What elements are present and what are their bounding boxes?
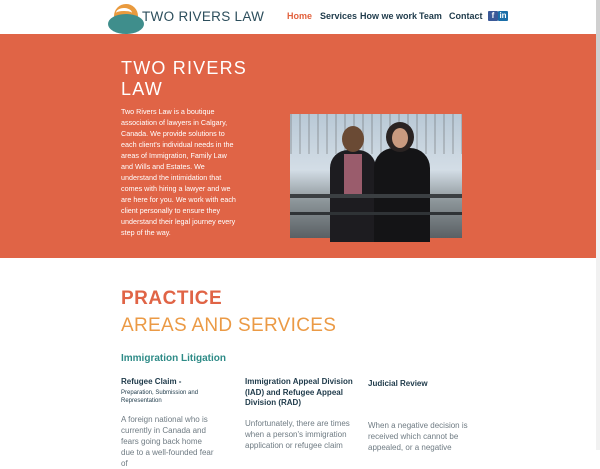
- hero-title-line-2: LAW: [121, 79, 163, 99]
- judicial-review-heading: Judicial Review: [368, 379, 428, 388]
- refugee-claim-text: A foreign national who is currently in Canada and fears going back home due to a well-founded fear of: [121, 415, 214, 468]
- nav-contact[interactable]: Contact: [449, 11, 483, 21]
- appeal-division-heading: Immigration Appeal Division (IAD) and Refugee Appeal Division (RAD): [245, 377, 353, 407]
- two-rivers-logo-icon[interactable]: [114, 4, 138, 28]
- judicial-review-text: When a negative decision is received which cannot be appealed, or a negative: [368, 421, 468, 452]
- photo-person-left-head: [342, 126, 364, 152]
- immigration-litigation-heading: Immigration Litigation: [121, 353, 226, 364]
- photo-person-left-shirt: [344, 154, 362, 194]
- practice-title: PRACTICE: [121, 288, 223, 309]
- hero-description: Two Rivers Law is a boutique association of lawyers in Calgary, Canada. We provide solutions to each client's individual needs in the areas of Immigration, Family Law and Wills and Estates. We understand the intimidation that comes with hiring a lawyer and we are here for you. We work with each client personally to ensure they understand their legal journey every step of the way.: [121, 107, 236, 237]
- nav-home[interactable]: Home: [287, 11, 313, 21]
- team-photo: [290, 114, 462, 238]
- refugee-claim-subheading: Preparation, Submission and Representation: [121, 390, 199, 404]
- nav-team[interactable]: Team: [419, 11, 442, 21]
- photo-railing-lower: [290, 212, 462, 215]
- scrollbar-thumb[interactable]: [596, 0, 600, 170]
- site-header: [0, 0, 600, 34]
- photo-railing: [290, 194, 462, 198]
- hero-section: [0, 34, 596, 258]
- photo-person-right-face: [392, 128, 408, 148]
- practice-subtitle: AREAS AND SERVICES: [121, 315, 337, 336]
- nav-services[interactable]: Services: [320, 11, 358, 21]
- photo-trees: [290, 114, 462, 154]
- hero-title: [121, 58, 271, 100]
- refugee-claim-heading: Refugee Claim -: [121, 377, 182, 386]
- nav-how-we-work[interactable]: How we work: [360, 11, 418, 21]
- hero-title-line-1: TWO RIVERS: [121, 58, 248, 78]
- logo-river-shape: [116, 8, 132, 18]
- facebook-icon[interactable]: f: [488, 11, 498, 21]
- brand-name[interactable]: TWO RIVERS LAW: [142, 9, 265, 24]
- linkedin-icon[interactable]: in: [499, 11, 507, 20]
- appeal-division-text: Unfortunately, there are times when a person's immigration application or refugee claim: [245, 419, 350, 450]
